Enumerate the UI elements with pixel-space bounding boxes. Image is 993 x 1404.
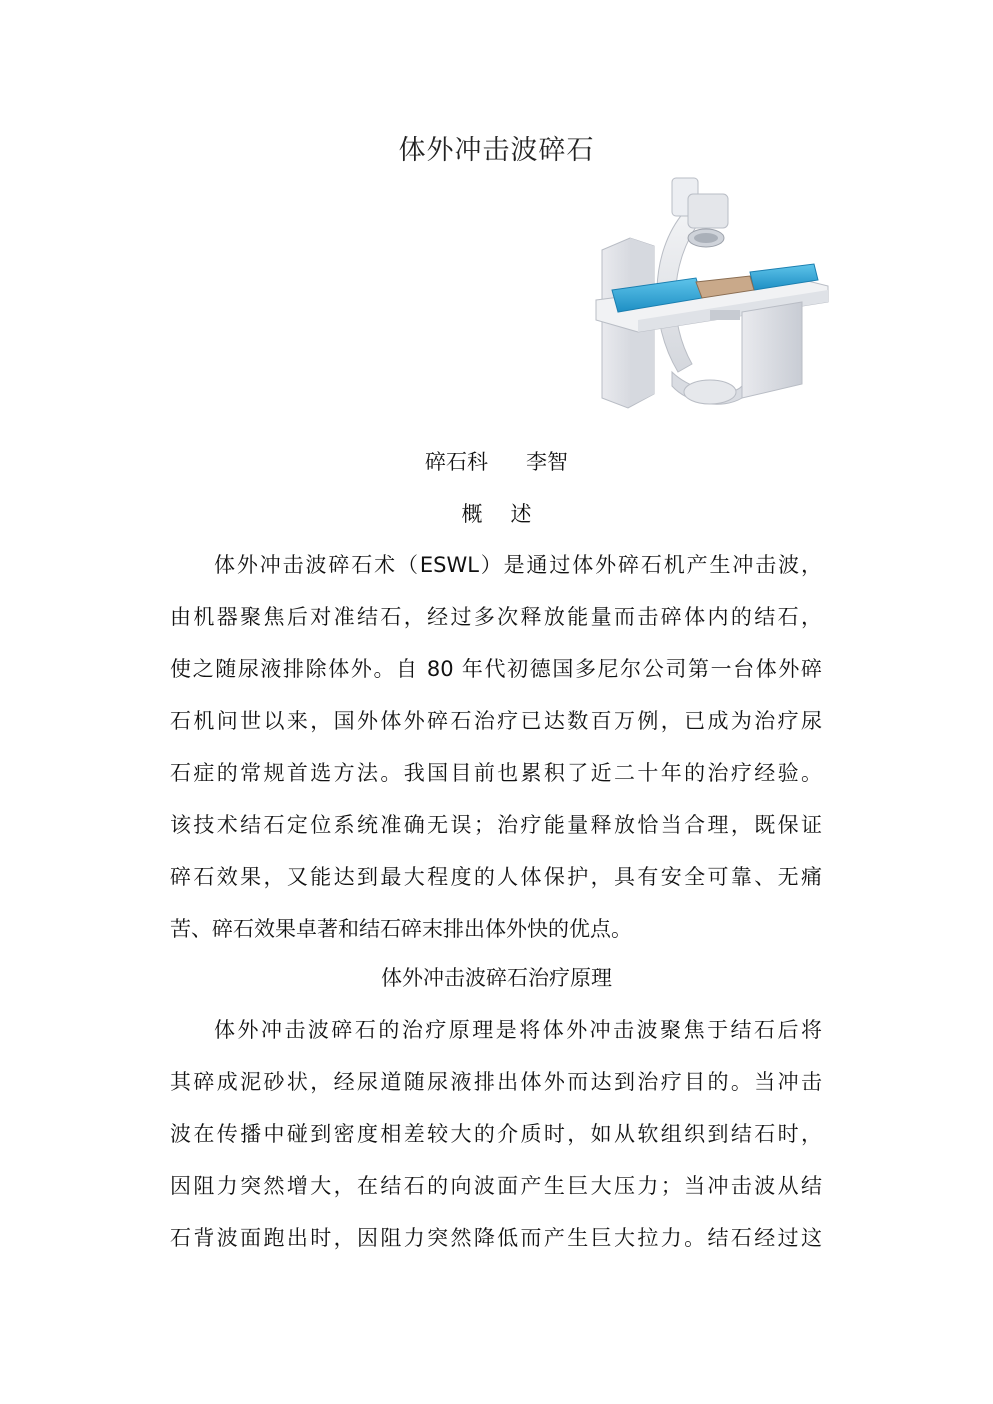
page-title: 体外冲击波碎石 <box>398 135 595 166</box>
text-line: 石症的常规首选方法。我国目前也累积了近二十年的治疗经验。 <box>170 761 822 785</box>
text-line: 苦、碎石效果卓著和结石碎末排出体外快的优点。 <box>170 917 632 941</box>
author-line <box>0 446 993 476</box>
text-line: 因阻力突然增大，在结石的向波面产生巨大压力；当冲击波从结 <box>170 1174 822 1198</box>
text-line: 使之随尿液排除体外。自 80 年代初德国多尼尔公司第一台体外碎 <box>170 657 822 681</box>
text-line: 体外冲击波碎石术（ESWL）是通过体外碎石机产生冲击波， <box>214 553 822 577</box>
section-heading-overview: 概述 <box>461 502 560 526</box>
text-line: 碎石效果，又能达到最大程度的人体保护，具有安全可靠、无痛 <box>170 865 822 889</box>
text-line: 体外冲击波碎石的治疗原理是将体外冲击波聚焦于结石后将 <box>214 1018 822 1042</box>
text-line: 石机问世以来，国外体外碎石治疗已达数百万例，已成为治疗尿 <box>170 709 822 733</box>
department: 碎石科 <box>425 450 488 474</box>
text-line: 波在传播中碰到密度相差较大的介质时，如从软组织到结石时， <box>170 1122 822 1146</box>
text-line: 石背波面跑出时，因阻力突然降低而产生巨大拉力。结石经过这 <box>170 1226 822 1250</box>
text-line: 该技术结石定位系统准确无误；治疗能量释放恰当合理，既保证 <box>170 813 822 837</box>
text-line: 其碎成泥砂状，经尿道随尿液排出体外而达到治疗目的。当冲击 <box>170 1070 822 1094</box>
author-name: 李智 <box>526 450 568 474</box>
text-line: 由机器聚焦后对准结石，经过多次释放能量而击碎体内的结石， <box>170 605 822 629</box>
section-heading-principle: 体外冲击波碎石治疗原理 <box>381 966 612 990</box>
paragraph-overview <box>170 539 822 955</box>
paragraph-principle <box>170 1004 822 1264</box>
lithotripter-image <box>592 172 840 422</box>
